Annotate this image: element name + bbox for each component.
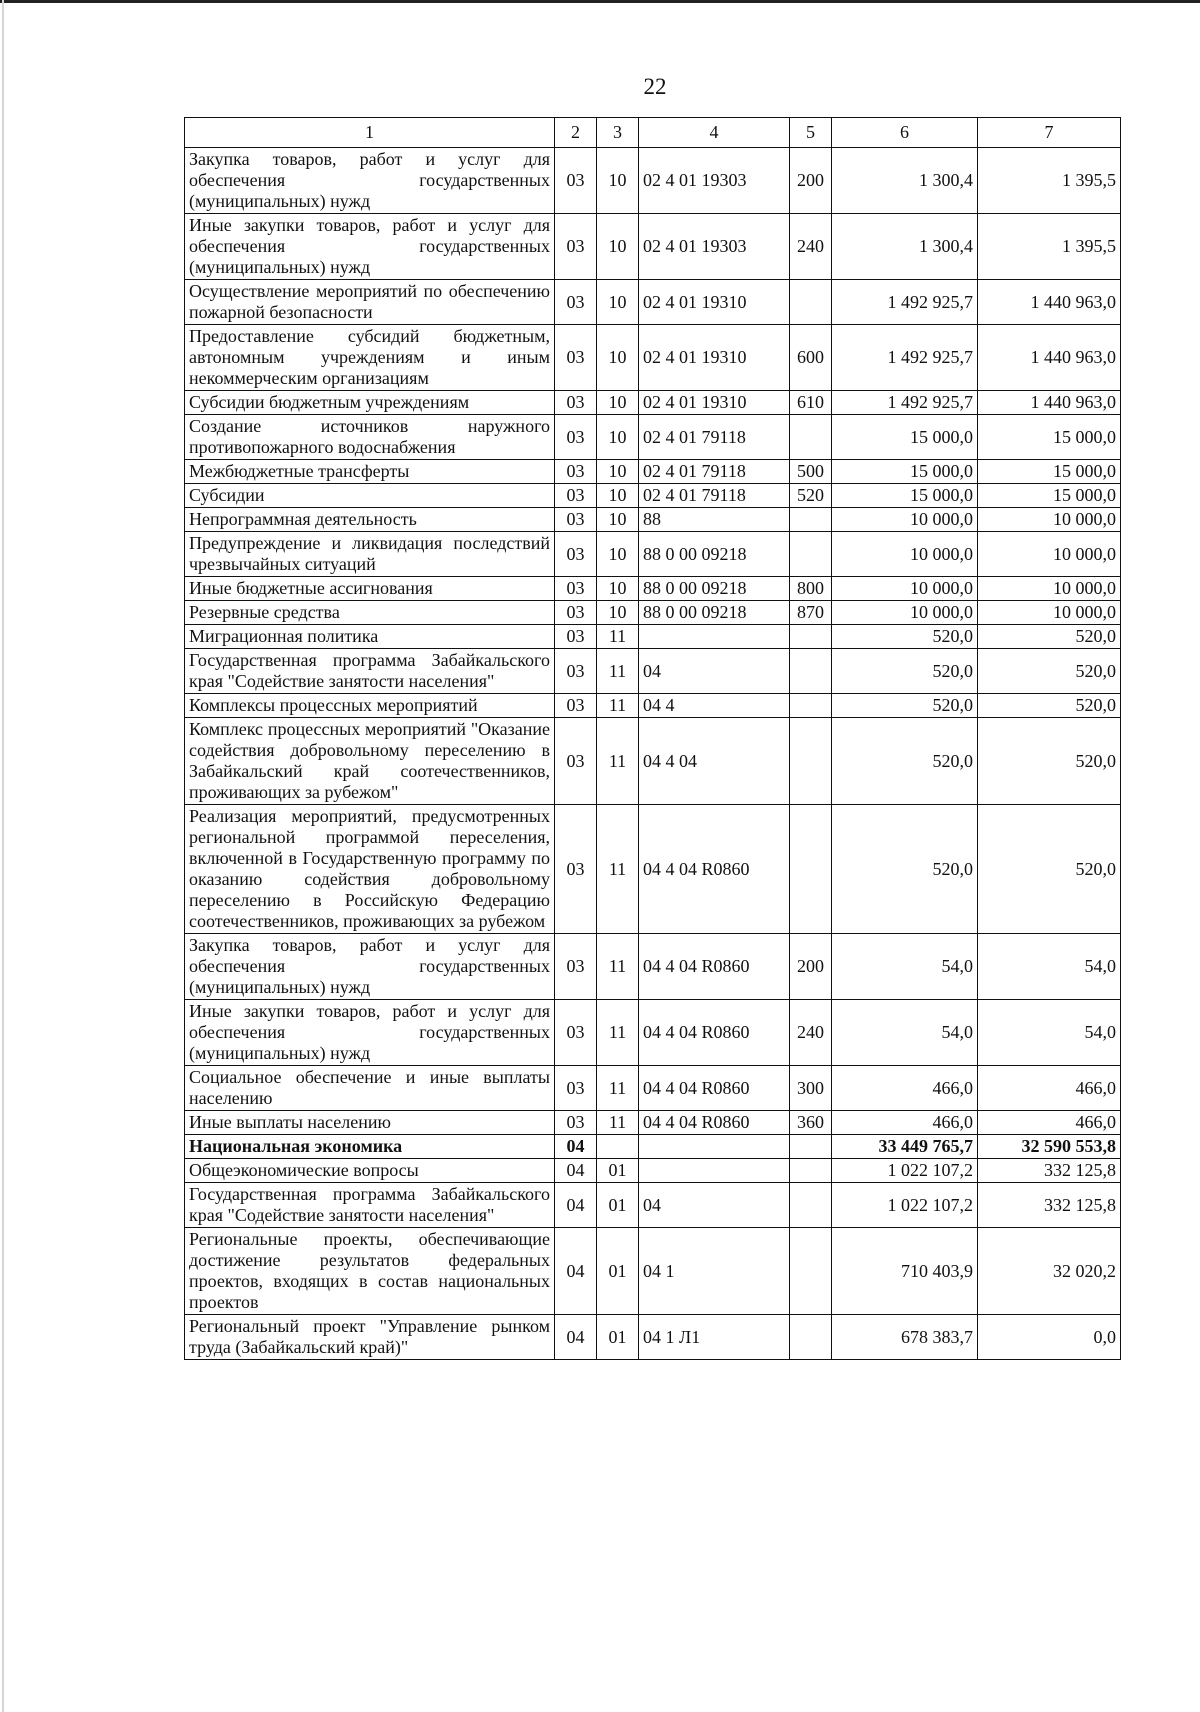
row-expense-type-cell bbox=[790, 1135, 832, 1159]
row-name-cell: Закупка товаров, работ и услуг для обеспечения государственных (муниципальных) нужд bbox=[185, 934, 555, 1000]
table-row bbox=[185, 1000, 1121, 1066]
row-name-cell: Региональные проекты, обеспечивающие достижение результатов федеральных проектов, входящих в состав национальных проектов bbox=[185, 1228, 555, 1315]
table-row bbox=[185, 325, 1121, 391]
row-target-article-cell: 02 4 01 79118 bbox=[639, 460, 790, 484]
row-amount-1-cell: 10 000,0 bbox=[832, 601, 978, 625]
row-amount-1-cell: 678 383,7 bbox=[832, 1315, 978, 1360]
row-expense-type-cell bbox=[790, 508, 832, 532]
row-section-cell: 03 bbox=[555, 484, 597, 508]
row-subsection-cell: 10 bbox=[597, 325, 639, 391]
row-section-cell: 03 bbox=[555, 214, 597, 280]
row-target-article-cell: 02 4 01 79118 bbox=[639, 415, 790, 460]
row-section-cell: 03 bbox=[555, 460, 597, 484]
row-name-cell: Субсидии бюджетным учреждениям bbox=[185, 391, 555, 415]
row-amount-1-cell: 1 492 925,7 bbox=[832, 391, 978, 415]
row-amount-2-cell: 54,0 bbox=[978, 934, 1121, 1000]
row-subsection-cell: 11 bbox=[597, 718, 639, 805]
row-expense-type-cell: 300 bbox=[790, 1066, 832, 1111]
table-row bbox=[185, 214, 1121, 280]
row-target-article-cell: 04 4 04 R0860 bbox=[639, 934, 790, 1000]
table-row bbox=[185, 391, 1121, 415]
row-section-cell: 04 bbox=[555, 1159, 597, 1183]
row-expense-type-cell bbox=[790, 532, 832, 577]
row-amount-1-cell: 10 000,0 bbox=[832, 577, 978, 601]
row-amount-2-cell: 1 395,5 bbox=[978, 214, 1121, 280]
row-amount-2-cell: 520,0 bbox=[978, 805, 1121, 934]
row-expense-type-cell bbox=[790, 805, 832, 934]
row-expense-type-cell bbox=[790, 625, 832, 649]
row-subsection-cell: 01 bbox=[597, 1315, 639, 1360]
row-amount-2-cell: 10 000,0 bbox=[978, 601, 1121, 625]
row-target-article-cell: 04 4 04 R0860 bbox=[639, 805, 790, 934]
row-subsection-cell: 01 bbox=[597, 1183, 639, 1228]
row-target-article-cell: 02 4 01 19303 bbox=[639, 214, 790, 280]
row-amount-1-cell: 15 000,0 bbox=[832, 484, 978, 508]
budget-table bbox=[184, 117, 1121, 1360]
row-amount-1-cell: 1 492 925,7 bbox=[832, 325, 978, 391]
row-section-cell: 03 bbox=[555, 694, 597, 718]
row-target-article-cell: 04 4 04 R0860 bbox=[639, 1111, 790, 1135]
row-target-article-cell: 88 0 00 09218 bbox=[639, 532, 790, 577]
row-target-article-cell: 04 4 04 bbox=[639, 718, 790, 805]
row-name-cell: Непрограммная деятельность bbox=[185, 508, 555, 532]
row-section-cell: 03 bbox=[555, 325, 597, 391]
row-amount-2-cell: 466,0 bbox=[978, 1066, 1121, 1111]
row-amount-1-cell: 54,0 bbox=[832, 1000, 978, 1066]
row-subsection-cell: 11 bbox=[597, 805, 639, 934]
row-name-cell: Миграционная политика bbox=[185, 625, 555, 649]
table-row bbox=[185, 1135, 1121, 1159]
row-amount-1-cell: 520,0 bbox=[832, 625, 978, 649]
row-subsection-cell: 10 bbox=[597, 148, 639, 214]
row-name-cell: Создание источников наружного противопожарного водоснабжения bbox=[185, 415, 555, 460]
row-subsection-cell: 10 bbox=[597, 280, 639, 325]
row-section-cell: 03 bbox=[555, 934, 597, 1000]
row-amount-2-cell: 520,0 bbox=[978, 718, 1121, 805]
row-section-cell: 03 bbox=[555, 625, 597, 649]
row-amount-2-cell: 1 395,5 bbox=[978, 148, 1121, 214]
row-amount-1-cell: 33 449 765,7 bbox=[832, 1135, 978, 1159]
row-target-article-cell: 04 4 04 R0860 bbox=[639, 1000, 790, 1066]
table-row bbox=[185, 694, 1121, 718]
row-amount-2-cell: 10 000,0 bbox=[978, 508, 1121, 532]
row-amount-1-cell: 54,0 bbox=[832, 934, 978, 1000]
row-expense-type-cell bbox=[790, 718, 832, 805]
table-body bbox=[185, 118, 1121, 1360]
row-section-cell: 03 bbox=[555, 601, 597, 625]
row-target-article-cell bbox=[639, 1159, 790, 1183]
row-subsection-cell: 11 bbox=[597, 934, 639, 1000]
row-name-cell: Осуществление мероприятий по обеспечению пожарной безопасности bbox=[185, 280, 555, 325]
row-section-cell: 03 bbox=[555, 1066, 597, 1111]
row-name-cell: Межбюджетные трансферты bbox=[185, 460, 555, 484]
row-subsection-cell: 10 bbox=[597, 415, 639, 460]
row-section-cell: 03 bbox=[555, 415, 597, 460]
row-amount-1-cell: 15 000,0 bbox=[832, 415, 978, 460]
row-amount-2-cell: 520,0 bbox=[978, 625, 1121, 649]
row-target-article-cell: 02 4 01 19310 bbox=[639, 391, 790, 415]
row-amount-1-cell: 520,0 bbox=[832, 718, 978, 805]
row-expense-type-cell bbox=[790, 280, 832, 325]
row-amount-2-cell: 15 000,0 bbox=[978, 415, 1121, 460]
row-section-cell: 03 bbox=[555, 1111, 597, 1135]
row-amount-1-cell: 1 492 925,7 bbox=[832, 280, 978, 325]
row-amount-2-cell: 520,0 bbox=[978, 649, 1121, 694]
row-amount-2-cell: 0,0 bbox=[978, 1315, 1121, 1360]
row-subsection-cell: 10 bbox=[597, 532, 639, 577]
row-name-cell: Комплекс процессных мероприятий "Оказание содействия добровольному переселению в Забайкальский край соотечественников, проживающих за рубежом" bbox=[185, 718, 555, 805]
table-row bbox=[185, 532, 1121, 577]
header-col-6: 6 bbox=[832, 118, 978, 148]
row-expense-type-cell: 500 bbox=[790, 460, 832, 484]
table-row bbox=[185, 1159, 1121, 1183]
row-amount-1-cell: 520,0 bbox=[832, 649, 978, 694]
row-amount-2-cell: 32 020,2 bbox=[978, 1228, 1121, 1315]
row-name-cell: Субсидии bbox=[185, 484, 555, 508]
row-name-cell: Предоставление субсидий бюджетным, автономным учреждениям и иным некоммерческим организациям bbox=[185, 325, 555, 391]
row-expense-type-cell bbox=[790, 694, 832, 718]
row-amount-1-cell: 1 300,4 bbox=[832, 214, 978, 280]
row-subsection-cell bbox=[597, 1135, 639, 1159]
row-amount-1-cell: 15 000,0 bbox=[832, 460, 978, 484]
row-amount-1-cell: 1 300,4 bbox=[832, 148, 978, 214]
row-target-article-cell: 02 4 01 19310 bbox=[639, 280, 790, 325]
header-col-4: 4 bbox=[639, 118, 790, 148]
row-name-cell: Иные выплаты населению bbox=[185, 1111, 555, 1135]
row-amount-2-cell: 332 125,8 bbox=[978, 1183, 1121, 1228]
page-number: 22 bbox=[643, 74, 667, 99]
row-name-cell: Региональный проект "Управление рынком труда (Забайкальский край)" bbox=[185, 1315, 555, 1360]
row-section-cell: 03 bbox=[555, 577, 597, 601]
table-row bbox=[185, 484, 1121, 508]
row-name-cell: Резервные средства bbox=[185, 601, 555, 625]
row-amount-1-cell: 10 000,0 bbox=[832, 508, 978, 532]
row-section-cell: 04 bbox=[555, 1228, 597, 1315]
row-amount-1-cell: 520,0 bbox=[832, 805, 978, 934]
row-expense-type-cell bbox=[790, 415, 832, 460]
row-target-article-cell: 88 0 00 09218 bbox=[639, 601, 790, 625]
row-section-cell: 03 bbox=[555, 718, 597, 805]
header-col-1: 1 bbox=[185, 118, 555, 148]
row-expense-type-cell: 200 bbox=[790, 934, 832, 1000]
scan-left-edge bbox=[2, 0, 4, 1712]
row-target-article-cell: 04 4 bbox=[639, 694, 790, 718]
row-target-article-cell: 02 4 01 19303 bbox=[639, 148, 790, 214]
table-row bbox=[185, 508, 1121, 532]
row-subsection-cell: 10 bbox=[597, 484, 639, 508]
table-row bbox=[185, 280, 1121, 325]
table-header-row bbox=[185, 118, 1121, 148]
row-section-cell: 03 bbox=[555, 805, 597, 934]
row-name-cell: Реализация мероприятий, предусмотренных региональной программой переселения, включенной в Государственную программу по оказанию содействия добровольному переселению в Российскую Федерацию соотечественников, проживающих за рубежом bbox=[185, 805, 555, 934]
row-amount-1-cell: 520,0 bbox=[832, 694, 978, 718]
row-name-cell: Национальная экономика bbox=[185, 1135, 555, 1159]
row-subsection-cell: 11 bbox=[597, 694, 639, 718]
row-amount-2-cell: 15 000,0 bbox=[978, 484, 1121, 508]
row-amount-2-cell: 10 000,0 bbox=[978, 577, 1121, 601]
row-target-article-cell bbox=[639, 625, 790, 649]
row-target-article-cell: 02 4 01 79118 bbox=[639, 484, 790, 508]
table-row bbox=[185, 934, 1121, 1000]
row-amount-1-cell: 1 022 107,2 bbox=[832, 1183, 978, 1228]
row-target-article-cell: 04 bbox=[639, 649, 790, 694]
row-target-article-cell: 02 4 01 19310 bbox=[639, 325, 790, 391]
row-expense-type-cell bbox=[790, 1159, 832, 1183]
row-subsection-cell: 10 bbox=[597, 601, 639, 625]
row-subsection-cell: 11 bbox=[597, 649, 639, 694]
row-subsection-cell: 11 bbox=[597, 1111, 639, 1135]
row-amount-2-cell: 32 590 553,8 bbox=[978, 1135, 1121, 1159]
row-name-cell: Предупреждение и ликвидация последствий чрезвычайных ситуаций bbox=[185, 532, 555, 577]
row-section-cell: 03 bbox=[555, 508, 597, 532]
row-expense-type-cell: 800 bbox=[790, 577, 832, 601]
table-row bbox=[185, 649, 1121, 694]
row-expense-type-cell: 600 bbox=[790, 325, 832, 391]
row-amount-2-cell: 54,0 bbox=[978, 1000, 1121, 1066]
row-name-cell: Закупка товаров, работ и услуг для обеспечения государственных (муниципальных) нужд bbox=[185, 148, 555, 214]
header-col-2: 2 bbox=[555, 118, 597, 148]
row-section-cell: 03 bbox=[555, 1000, 597, 1066]
table-row bbox=[185, 1183, 1121, 1228]
table-row bbox=[185, 625, 1121, 649]
row-amount-2-cell: 15 000,0 bbox=[978, 460, 1121, 484]
scan-top-edge bbox=[0, 0, 1200, 3]
row-amount-1-cell: 466,0 bbox=[832, 1066, 978, 1111]
row-expense-type-cell: 360 bbox=[790, 1111, 832, 1135]
row-subsection-cell: 10 bbox=[597, 391, 639, 415]
row-target-article-cell: 88 0 00 09218 bbox=[639, 577, 790, 601]
row-expense-type-cell: 240 bbox=[790, 214, 832, 280]
row-subsection-cell: 11 bbox=[597, 625, 639, 649]
table-row bbox=[185, 805, 1121, 934]
table-row bbox=[185, 1228, 1121, 1315]
row-target-article-cell: 88 bbox=[639, 508, 790, 532]
row-name-cell: Государственная программа Забайкальского края "Содействие занятости населения" bbox=[185, 1183, 555, 1228]
table-row bbox=[185, 1315, 1121, 1360]
row-amount-1-cell: 466,0 bbox=[832, 1111, 978, 1135]
row-expense-type-cell: 520 bbox=[790, 484, 832, 508]
row-subsection-cell: 10 bbox=[597, 577, 639, 601]
row-name-cell: Иные бюджетные ассигнования bbox=[185, 577, 555, 601]
row-amount-2-cell: 466,0 bbox=[978, 1111, 1121, 1135]
table-row bbox=[185, 577, 1121, 601]
row-amount-2-cell: 10 000,0 bbox=[978, 532, 1121, 577]
row-subsection-cell: 01 bbox=[597, 1228, 639, 1315]
row-subsection-cell: 11 bbox=[597, 1066, 639, 1111]
row-section-cell: 04 bbox=[555, 1315, 597, 1360]
row-target-article-cell: 04 bbox=[639, 1183, 790, 1228]
table-row bbox=[185, 460, 1121, 484]
row-name-cell: Социальное обеспечение и иные выплаты населению bbox=[185, 1066, 555, 1111]
row-subsection-cell: 10 bbox=[597, 214, 639, 280]
row-amount-2-cell: 1 440 963,0 bbox=[978, 280, 1121, 325]
row-amount-1-cell: 1 022 107,2 bbox=[832, 1159, 978, 1183]
row-section-cell: 03 bbox=[555, 280, 597, 325]
header-col-7: 7 bbox=[978, 118, 1121, 148]
row-name-cell: Иные закупки товаров, работ и услуг для обеспечения государственных (муниципальных) нужд bbox=[185, 214, 555, 280]
row-name-cell: Комплексы процессных мероприятий bbox=[185, 694, 555, 718]
row-subsection-cell: 10 bbox=[597, 508, 639, 532]
table-row bbox=[185, 601, 1121, 625]
row-section-cell: 03 bbox=[555, 649, 597, 694]
table-row bbox=[185, 148, 1121, 214]
row-amount-2-cell: 1 440 963,0 bbox=[978, 325, 1121, 391]
table-row bbox=[185, 718, 1121, 805]
row-expense-type-cell bbox=[790, 1228, 832, 1315]
row-expense-type-cell: 610 bbox=[790, 391, 832, 415]
row-expense-type-cell: 870 bbox=[790, 601, 832, 625]
row-subsection-cell: 01 bbox=[597, 1159, 639, 1183]
row-amount-2-cell: 1 440 963,0 bbox=[978, 391, 1121, 415]
table-row bbox=[185, 415, 1121, 460]
row-expense-type-cell bbox=[790, 649, 832, 694]
row-amount-2-cell: 332 125,8 bbox=[978, 1159, 1121, 1183]
row-target-article-cell: 04 4 04 R0860 bbox=[639, 1066, 790, 1111]
row-expense-type-cell: 240 bbox=[790, 1000, 832, 1066]
row-amount-2-cell: 520,0 bbox=[978, 694, 1121, 718]
row-section-cell: 03 bbox=[555, 148, 597, 214]
row-expense-type-cell bbox=[790, 1183, 832, 1228]
row-expense-type-cell bbox=[790, 1315, 832, 1360]
row-section-cell: 04 bbox=[555, 1183, 597, 1228]
table-row bbox=[185, 1066, 1121, 1111]
row-section-cell: 03 bbox=[555, 391, 597, 415]
header-col-3: 3 bbox=[597, 118, 639, 148]
row-amount-1-cell: 10 000,0 bbox=[832, 532, 978, 577]
table-row bbox=[185, 1111, 1121, 1135]
row-name-cell: Иные закупки товаров, работ и услуг для обеспечения государственных (муниципальных) нужд bbox=[185, 1000, 555, 1066]
row-target-article-cell bbox=[639, 1135, 790, 1159]
header-col-5: 5 bbox=[790, 118, 832, 148]
row-subsection-cell: 10 bbox=[597, 460, 639, 484]
row-name-cell: Общеэкономические вопросы bbox=[185, 1159, 555, 1183]
row-section-cell: 04 bbox=[555, 1135, 597, 1159]
row-expense-type-cell: 200 bbox=[790, 148, 832, 214]
row-subsection-cell: 11 bbox=[597, 1000, 639, 1066]
row-name-cell: Государственная программа Забайкальского края "Содействие занятости населения" bbox=[185, 649, 555, 694]
row-target-article-cell: 04 1 bbox=[639, 1228, 790, 1315]
row-section-cell: 03 bbox=[555, 532, 597, 577]
row-amount-1-cell: 710 403,9 bbox=[832, 1228, 978, 1315]
row-target-article-cell: 04 1 Л1 bbox=[639, 1315, 790, 1360]
